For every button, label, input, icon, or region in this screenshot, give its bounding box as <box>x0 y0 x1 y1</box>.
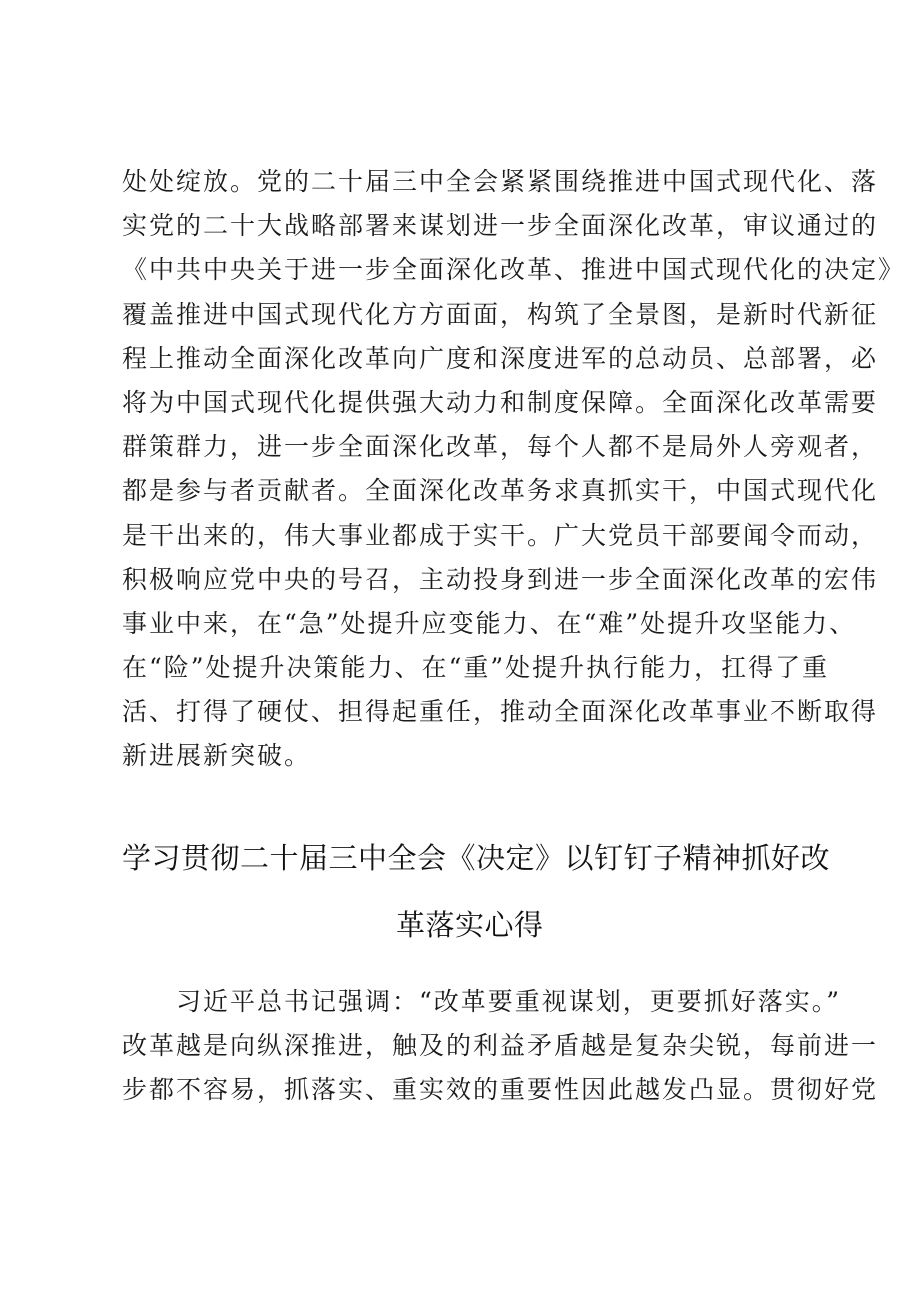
article-title-line-2: 革落实心得 <box>396 908 544 942</box>
text-line: 在“险”处提升决策能力、在“重”处提升执行能力，扛得了重 <box>122 653 830 683</box>
text-line: 群策群力，进一步全面深化改革，每个人都不是局外人旁观者， <box>122 432 879 462</box>
text-line: 将为中国式现代化提供强大动力和制度保障。全面深化改革需要 <box>122 387 879 417</box>
text-line: 改革越是向纵深推进，触及的利益矛盾越是复杂尖锐，每前进一 <box>122 1031 879 1061</box>
text-line: 是干出来的，伟大事业都成于实干。广大党员干部要闻令而动， <box>122 520 879 550</box>
text-line: 《中共中央关于进一步全面深化改革、推进中国式现代化的决定》 <box>122 255 906 285</box>
text-line: 新进展新突破。 <box>122 741 312 771</box>
text-line: 积极响应党中央的号召，主动投身到进一步全面深化改革的宏伟 <box>122 564 879 594</box>
text-line: 程上推动全面深化改革向广度和深度进军的总动员、总部署，必 <box>122 343 879 373</box>
text-line: 事业中来，在“急”处提升应变能力、在“难”处提升攻坚能力、 <box>122 608 857 638</box>
text-line: 习近平总书记强调：“改革要重视谋划，更要抓好落实。” <box>122 987 842 1016</box>
text-line: 活、打得了硬仗、担得起重任，推动全面深化改革事业不断取得 <box>122 697 879 727</box>
text-line: 覆盖推进中国式现代化方方面面，构筑了全景图，是新时代新征 <box>122 299 879 329</box>
text-line: 步都不容易，抓落实、重实效的重要性因此越发凸显。贯彻好党 <box>122 1075 879 1105</box>
article-title-line-1: 学习贯彻二十届三中全会《决定》以钉钉子精神抓好改 <box>122 841 831 875</box>
text-line: 都是参与者贡献者。全面深化改革务求真抓实干，中国式现代化 <box>122 476 879 506</box>
text-line: 实党的二十大战略部署来谋划进一步全面深化改革，审议通过的 <box>122 211 879 241</box>
body-paragraph <box>122 160 906 779</box>
body-paragraph <box>122 980 879 1113</box>
text-line: 处处绽放。党的二十届三中全会紧紧围绕推进中国式现代化、落 <box>122 167 879 196</box>
